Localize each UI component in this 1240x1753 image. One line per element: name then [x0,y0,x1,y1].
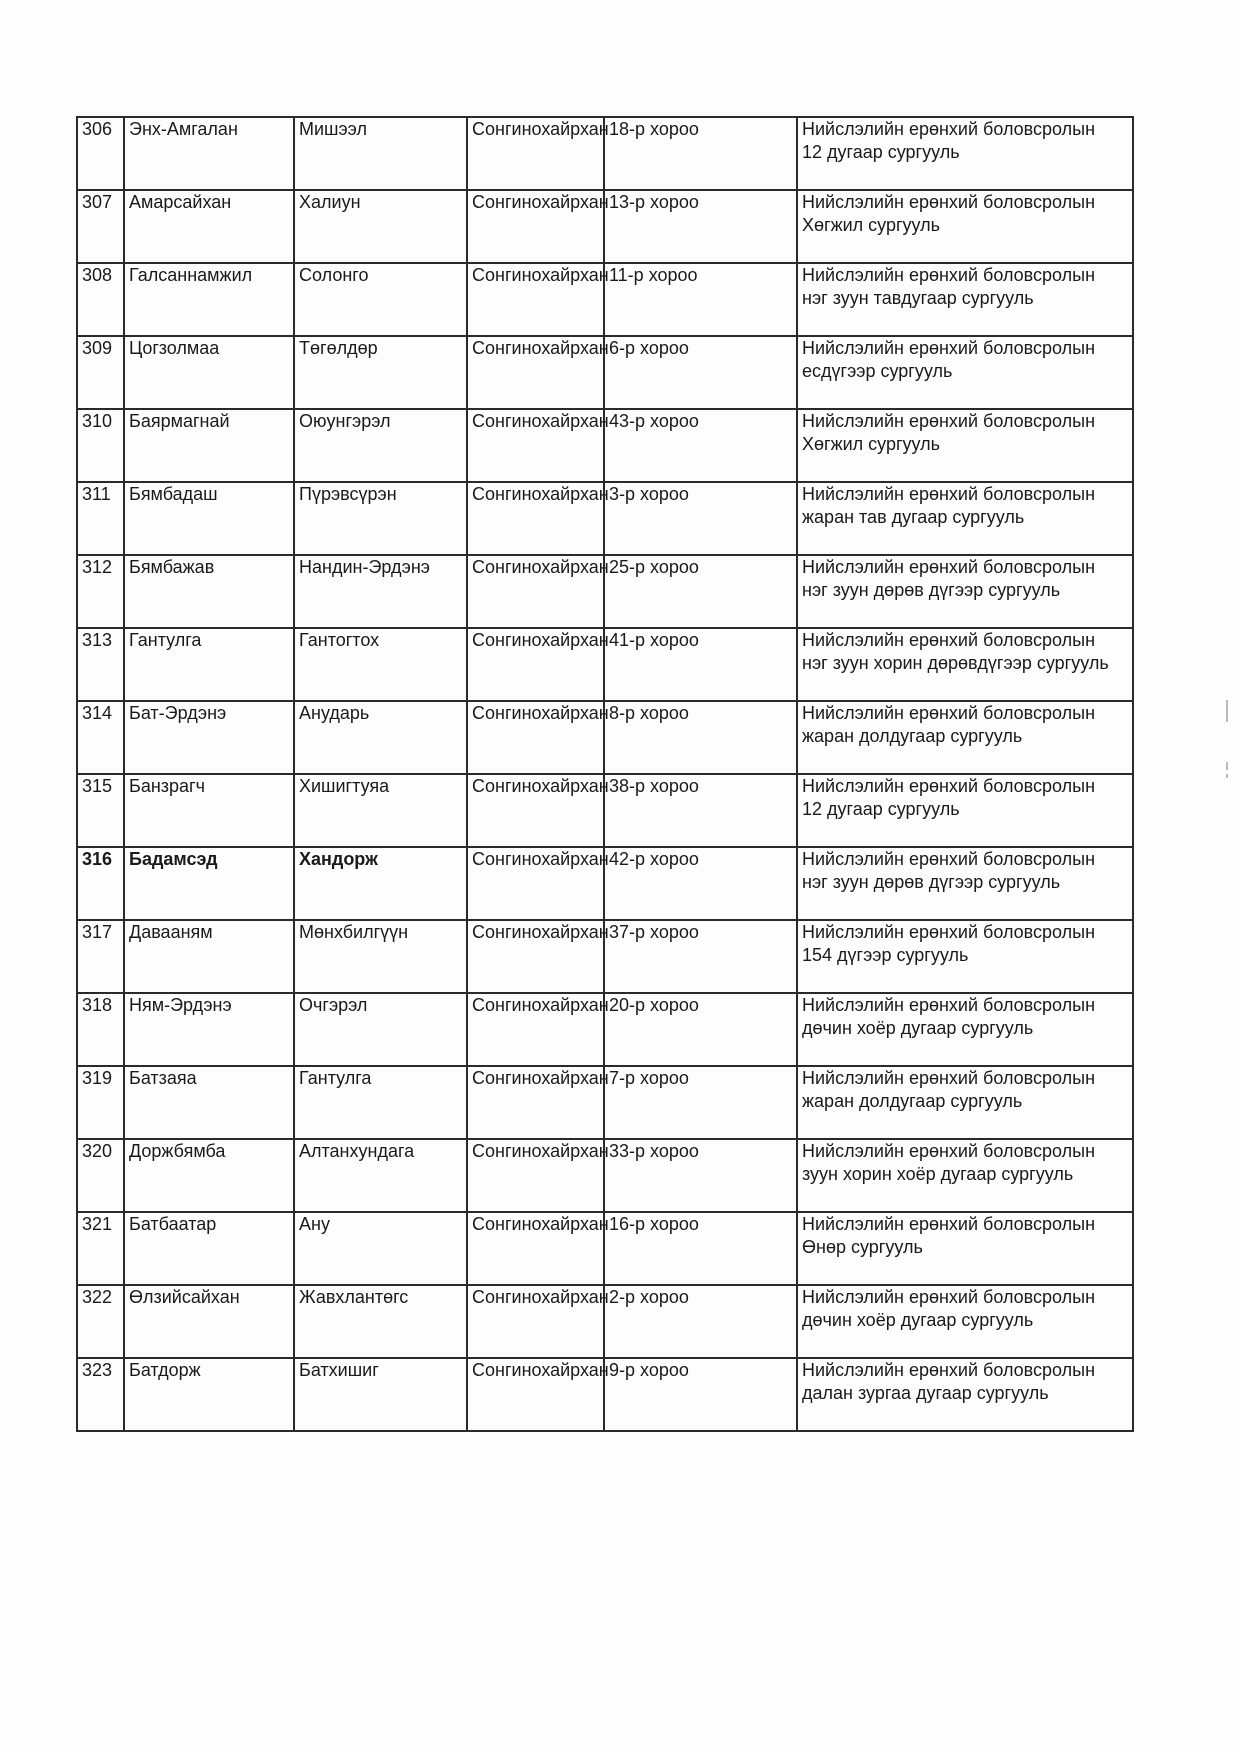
given-name-cell: Солонго [294,263,467,336]
khoroo-cell: 9-р хороо [604,1358,797,1431]
khoroo-cell: 20-р хороо [604,993,797,1066]
parent-name-cell: Цогзолмаа [124,336,294,409]
parent-name-cell: Батдорж [124,1358,294,1431]
school-line-2: дөчин хоёр дугаар сургууль [802,1310,1034,1330]
row-number: 314 [77,701,124,774]
school-line-1: Нийслэлийн ерөнхий боловсролын [802,995,1096,1015]
school-line-2: зуун хорин хоёр дугаар сургууль [802,1164,1074,1184]
school-line-2: нэг зуун дөрөв дүгээр сургууль [802,872,1061,892]
school-line-1: Нийслэлийн ерөнхий боловсролын [802,776,1096,796]
row-number: 313 [77,628,124,701]
given-name-cell: Анударь [294,701,467,774]
given-name-cell: Хишигтуяа [294,774,467,847]
school-cell [797,555,1133,628]
table-row [77,1285,1133,1358]
table-row [77,1139,1133,1212]
school-line-2: нэг зуун дөрөв дүгээр сургууль [802,580,1061,600]
given-name-cell: Батхишиг [294,1358,467,1431]
table-row [77,263,1133,336]
school-line-1: Нийслэлийн ерөнхий боловсролын [802,630,1096,650]
parent-name-cell: Өлзийсайхан [124,1285,294,1358]
district-cell: Сонгинохайрхан [467,409,604,482]
khoroo-cell: 33-р хороо [604,1139,797,1212]
khoroo-cell: 7-р хороо [604,1066,797,1139]
table-row [77,409,1133,482]
row-number: 321 [77,1212,124,1285]
school-cell [797,920,1133,993]
school-cell [797,1066,1133,1139]
school-line-1: Нийслэлийн ерөнхий боловсролын [802,1287,1096,1307]
school-cell [797,482,1133,555]
school-line-2: Хөгжил сургууль [802,434,941,454]
district-cell: Сонгинохайрхан [467,117,604,190]
school-line-1: Нийслэлийн ерөнхий боловсролын [802,265,1096,285]
school-line-2: 12 дугаар сургууль [802,142,960,162]
given-name-cell: Алтанхундага [294,1139,467,1212]
district-cell: Сонгинохайрхан [467,1212,604,1285]
given-name-cell: Ану [294,1212,467,1285]
school-line-1: Нийслэлийн ерөнхий боловсролын [802,557,1096,577]
table-row [77,1212,1133,1285]
school-cell [797,1358,1133,1431]
parent-name-cell: Банзрагч [124,774,294,847]
parent-name-cell: Бямбажав [124,555,294,628]
school-cell [797,628,1133,701]
parent-name-cell: Галсаннамжил [124,263,294,336]
row-number: 322 [77,1285,124,1358]
table-row [77,1358,1133,1431]
district-cell: Сонгинохайрхан [467,1139,604,1212]
parent-name-cell: Амарсайхан [124,190,294,263]
district-cell: Сонгинохайрхан [467,701,604,774]
school-line-1: Нийслэлийн ерөнхий боловсролын [802,192,1096,212]
school-cell [797,774,1133,847]
row-number: 319 [77,1066,124,1139]
roster-body [77,117,1133,1431]
school-line-2: 154 дүгээр сургууль [802,945,969,965]
table-row [77,628,1133,701]
school-cell [797,117,1133,190]
school-cell [797,190,1133,263]
table-row [77,920,1133,993]
district-cell: Сонгинохайрхан [467,920,604,993]
khoroo-cell: 41-р хороо [604,628,797,701]
khoroo-cell: 16-р хороо [604,1212,797,1285]
school-line-1: Нийслэлийн ерөнхий боловсролын [802,1214,1096,1234]
parent-name-cell: Бямбадаш [124,482,294,555]
school-line-1: Нийслэлийн ерөнхий боловсролын [802,119,1096,139]
district-cell: Сонгинохайрхан [467,1358,604,1431]
school-cell [797,1212,1133,1285]
school-cell [797,1139,1133,1212]
district-cell: Сонгинохайрхан [467,190,604,263]
row-number: 310 [77,409,124,482]
parent-name-cell: Батзаяа [124,1066,294,1139]
given-name-cell: Мөнхбилгүүн [294,920,467,993]
school-cell [797,1285,1133,1358]
khoroo-cell: 25-р хороо [604,555,797,628]
district-cell: Сонгинохайрхан [467,628,604,701]
parent-name-cell: Бат-Эрдэнэ [124,701,294,774]
table-row [77,774,1133,847]
school-line-2: дөчин хоёр дугаар сургууль [802,1018,1034,1038]
table-row [77,847,1133,920]
school-line-1: Нийслэлийн ерөнхий боловсролын [802,338,1096,358]
district-cell: Сонгинохайрхан [467,774,604,847]
khoroo-cell: 6-р хороо [604,336,797,409]
given-name-cell: Нандин-Эрдэнэ [294,555,467,628]
row-number: 307 [77,190,124,263]
parent-name-cell: Давааням [124,920,294,993]
row-number: 315 [77,774,124,847]
school-cell [797,336,1133,409]
khoroo-cell: 13-р хороо [604,190,797,263]
district-cell: Сонгинохайрхан [467,1066,604,1139]
school-line-2: жаран тав дугаар сургууль [802,507,1025,527]
row-number: 317 [77,920,124,993]
district-cell: Сонгинохайрхан [467,263,604,336]
school-line-2: жаран долдугаар сургууль [802,726,1023,746]
school-cell [797,993,1133,1066]
khoroo-cell: 3-р хороо [604,482,797,555]
row-number: 308 [77,263,124,336]
table-row [77,482,1133,555]
parent-name-cell: Доржбямба [124,1139,294,1212]
khoroo-cell: 8-р хороо [604,701,797,774]
table-row [77,701,1133,774]
row-number: 323 [77,1358,124,1431]
given-name-cell: Халиун [294,190,467,263]
district-cell: Сонгинохайрхан [467,336,604,409]
table-row [77,1066,1133,1139]
given-name-cell: Мишээл [294,117,467,190]
scan-margin-marks [1226,700,1232,782]
row-number: 312 [77,555,124,628]
row-number: 309 [77,336,124,409]
school-line-2: жаран долдугаар сургууль [802,1091,1023,1111]
district-cell: Сонгинохайрхан [467,1285,604,1358]
row-number: 318 [77,993,124,1066]
khoroo-cell: 18-р хороо [604,117,797,190]
school-line-1: Нийслэлийн ерөнхий боловсролын [802,411,1096,431]
table-row [77,336,1133,409]
school-line-2: Өнөр сургууль [802,1237,923,1257]
row-number: 306 [77,117,124,190]
district-cell: Сонгинохайрхан [467,555,604,628]
table-row [77,993,1133,1066]
khoroo-cell: 11-р хороо [604,263,797,336]
given-name-cell: Пүрэвсүрэн [294,482,467,555]
parent-name-cell: Баярмагнай [124,409,294,482]
student-roster-table [76,116,1134,1432]
khoroo-cell: 43-р хороо [604,409,797,482]
district-cell: Сонгинохайрхан [467,993,604,1066]
parent-name-cell: Гантулга [124,628,294,701]
parent-name-cell: Бадамсэд [124,847,294,920]
given-name-cell: Оюунгэрэл [294,409,467,482]
khoroo-cell: 42-р хороо [604,847,797,920]
row-number: 320 [77,1139,124,1212]
school-line-1: Нийслэлийн ерөнхий боловсролын [802,849,1096,869]
school-line-1: Нийслэлийн ерөнхий боловсролын [802,484,1096,504]
school-cell [797,847,1133,920]
school-line-2: нэг зуун тавдугаар сургууль [802,288,1034,308]
parent-name-cell: Батбаатар [124,1212,294,1285]
khoroo-cell: 38-р хороо [604,774,797,847]
school-line-1: Нийслэлийн ерөнхий боловсролын [802,1141,1096,1161]
school-line-2: есдүгээр сургууль [802,361,953,381]
school-line-2: 12 дугаар сургууль [802,799,960,819]
school-line-1: Нийслэлийн ерөнхий боловсролын [802,1360,1096,1380]
table-row [77,117,1133,190]
school-line-1: Нийслэлийн ерөнхий боловсролын [802,703,1096,723]
school-cell [797,263,1133,336]
given-name-cell: Жавхлантөгс [294,1285,467,1358]
school-line-2: нэг зуун хорин дөрөвдүгээр сургууль [802,653,1109,673]
parent-name-cell: Энх-Амгалан [124,117,294,190]
given-name-cell: Гантогтох [294,628,467,701]
school-line-2: далан зургаа дугаар сургууль [802,1383,1049,1403]
school-line-1: Нийслэлийн ерөнхий боловсролын [802,1068,1096,1088]
district-cell: Сонгинохайрхан [467,482,604,555]
parent-name-cell: Ням-Эрдэнэ [124,993,294,1066]
school-line-2: Хөгжил сургууль [802,215,941,235]
row-number: 311 [77,482,124,555]
given-name-cell: Хандорж [294,847,467,920]
school-cell [797,409,1133,482]
given-name-cell: Очгэрэл [294,993,467,1066]
table-row [77,555,1133,628]
khoroo-cell: 37-р хороо [604,920,797,993]
given-name-cell: Гантулга [294,1066,467,1139]
given-name-cell: Төгөлдөр [294,336,467,409]
row-number: 316 [77,847,124,920]
school-line-1: Нийслэлийн ерөнхий боловсролын [802,922,1096,942]
district-cell: Сонгинохайрхан [467,847,604,920]
school-cell [797,701,1133,774]
khoroo-cell: 2-р хороо [604,1285,797,1358]
table-row [77,190,1133,263]
